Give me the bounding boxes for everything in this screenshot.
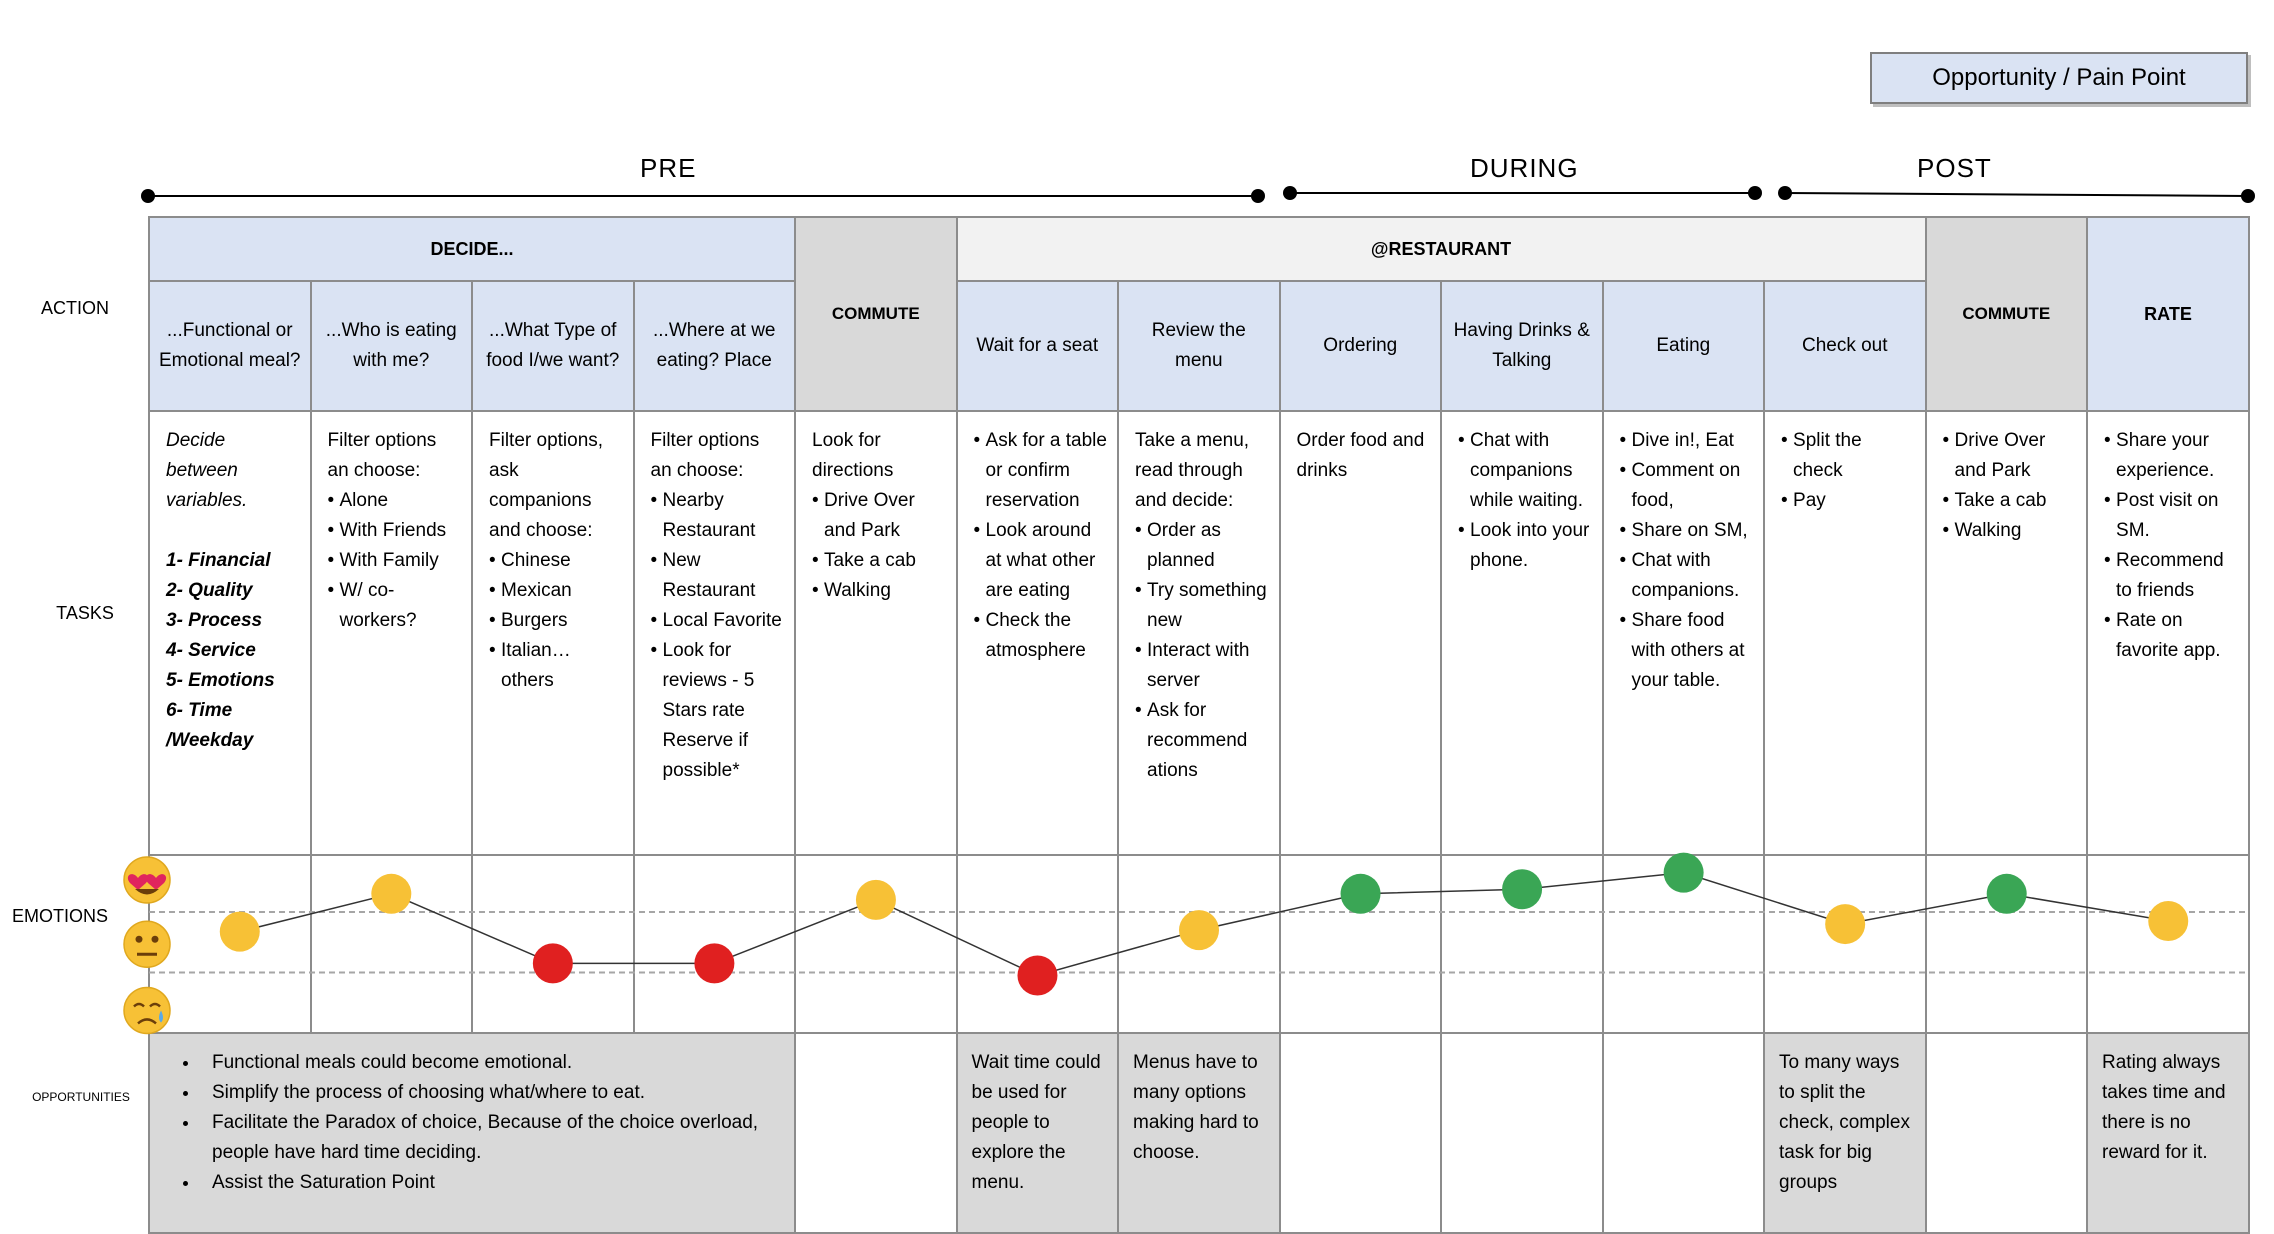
journey-table — [148, 216, 2250, 1234]
opportunities-row — [149, 1033, 2249, 1233]
emotion-cell — [1280, 855, 1442, 1033]
task-where-item: • Look for reviews - 5 Stars rate Reserve if possible* — [651, 636, 785, 786]
task-what-intro: Filter options, ask companions and choose: — [489, 430, 604, 541]
emotion-cell — [1118, 855, 1280, 1033]
opportunity-empty — [1926, 1033, 2088, 1233]
emotion-cell — [1603, 855, 1765, 1033]
closed-eye-icon — [134, 1004, 144, 1007]
task-review-item: • Try something new — [1135, 576, 1269, 636]
task-eating-item: • Comment on food, — [1620, 456, 1754, 516]
task-functional-item: 2- Quality — [166, 580, 253, 601]
task-wait — [957, 411, 1119, 855]
row-label-action: ACTION — [40, 298, 109, 318]
emotion-cell — [634, 855, 796, 1033]
task-what — [472, 411, 634, 855]
task-commute-post-item: • Take a cab — [1943, 486, 2077, 516]
task-eating — [1603, 411, 1765, 855]
task-checkout-item: • Pay — [1781, 486, 1915, 516]
opportunity-empty — [1441, 1033, 1603, 1233]
action-what: ...What Type of food I/we want? — [472, 281, 634, 411]
action-review: Review the menu — [1118, 281, 1280, 411]
action-drinks: Having Drinks & Talking — [1441, 281, 1603, 411]
emotion-cell — [2087, 855, 2249, 1033]
task-rate-item: • Share your experience. — [2104, 426, 2238, 486]
task-who-item: • W/ co-workers? — [328, 576, 462, 636]
task-where-item: • Local Favorite — [651, 606, 785, 636]
task-what-item: • Mexican — [489, 576, 623, 606]
task-commute-pre — [795, 411, 957, 855]
action-where: ...Where at we eating? Place — [634, 281, 796, 411]
heart-eye-icon — [128, 874, 148, 890]
task-review-item: • Order as planned — [1135, 516, 1269, 576]
task-where-intro: Filter options an choose: — [650, 430, 760, 481]
opportunity-empty — [1603, 1033, 1765, 1233]
task-commute-pre-intro: Look for directions — [812, 430, 894, 481]
task-commute-post-item: • Walking — [1943, 516, 2077, 546]
task-functional-item: 3- Process — [166, 610, 263, 631]
task-functional-item: 1- Financial — [166, 550, 271, 571]
emotion-cell — [311, 855, 473, 1033]
opportunity-review: Menus have to many options making hard to choose. — [1118, 1033, 1280, 1233]
action-ordering: Ordering — [1280, 281, 1442, 411]
task-where-item: • Nearby Restaurant — [651, 486, 785, 546]
task-review-intro: Take a menu, read through and decide: — [1135, 430, 1250, 511]
task-functional-item: 4- Service — [166, 640, 256, 661]
post-timeline-line — [1785, 193, 2248, 196]
group-commute-post: COMMUTE — [1926, 217, 2088, 411]
task-rate — [2087, 411, 2249, 855]
row-label-tasks: TASKS — [56, 603, 114, 623]
legend-label: Opportunity / Pain Point — [1932, 64, 2186, 91]
task-rate-item: • Post visit on SM. — [2104, 486, 2238, 546]
opportunity-checkout: To many ways to split the check, complex task for big groups — [1764, 1033, 1926, 1233]
post-end-dot — [2241, 189, 2255, 203]
task-who — [311, 411, 473, 855]
action-eating: Eating — [1603, 281, 1765, 411]
task-functional-intro: Decide between variables. — [166, 430, 248, 511]
action-checkout: Check out — [1764, 281, 1926, 411]
pre-start-dot — [141, 189, 155, 203]
row-label-emotions: EMOTIONS — [11, 906, 108, 926]
opportunity-empty — [795, 1033, 957, 1233]
task-eating-item: • Chat with companions. — [1620, 546, 1754, 606]
emotions-row — [149, 855, 2249, 1033]
task-wait-item: • Check the atmosphere — [974, 606, 1108, 666]
opportunity-decide-item: • Simplify the process of choosing what/where to eat. — [200, 1078, 784, 1108]
task-wait-item: • Ask for a table or confirm reservation — [974, 426, 1108, 516]
group-restaurant: @RESTAURANT — [957, 217, 1926, 281]
eye-icon — [136, 936, 143, 943]
task-drinks-item: • Look into your phone. — [1458, 516, 1592, 576]
task-functional-item: 6- Time /Weekday — [166, 700, 254, 751]
group-rate: RATE — [2087, 217, 2249, 411]
opportunity-decide-item: • Assist the Saturation Point — [200, 1168, 784, 1198]
action-wait: Wait for a seat — [957, 281, 1119, 411]
task-functional — [149, 411, 311, 855]
opportunity-rate: Rating always takes time and there is no reward for it. — [2087, 1033, 2249, 1233]
group-header-row — [149, 217, 2249, 281]
task-review-item: • Ask for recommend ations — [1135, 696, 1269, 786]
task-eating-item: • Share food with others at your table. — [1620, 606, 1754, 696]
emotion-cell — [1764, 855, 1926, 1033]
pre-end-dot — [1251, 189, 1265, 203]
task-commute-pre-item: • Take a cab — [812, 546, 946, 576]
group-commute-pre: COMMUTE — [795, 217, 957, 411]
row-label-opportunities: OPPORTUNITIES — [32, 1090, 130, 1104]
task-wait-item: • Look around at what other are eating — [974, 516, 1108, 606]
task-commute-post-item: • Drive Over and Park — [1943, 426, 2077, 486]
task-eating-item: • Share on SM, — [1620, 516, 1754, 546]
opportunity-wait: Wait time could be used for people to explore the menu. — [957, 1033, 1119, 1233]
phase-during-label: DURING — [1470, 153, 1579, 183]
task-ordering-intro: Order food and drinks — [1296, 430, 1425, 481]
task-what-item: • Burgers — [489, 606, 623, 636]
task-what-item: • Chinese — [489, 546, 623, 576]
opportunity-decide — [149, 1033, 795, 1233]
tasks-row — [149, 411, 2249, 855]
action-who: ...Who is eating with me? — [311, 281, 473, 411]
task-drinks-item: • Chat with companions while waiting. — [1458, 426, 1592, 516]
task-review-item: • Interact with server — [1135, 636, 1269, 696]
task-who-intro: Filter options an choose: — [327, 430, 437, 481]
opportunity-decide-item: • Facilitate the Paradox of choice, Because of the choice overload, people have hard time deciding. — [200, 1108, 784, 1168]
phase-timeline — [0, 0, 2274, 220]
phase-post-label: POST — [1917, 153, 1992, 183]
task-functional-item: 5- Emotions — [166, 670, 275, 691]
during-end-dot — [1748, 186, 1762, 200]
emotion-cell — [472, 855, 634, 1033]
post-start-dot — [1778, 186, 1792, 200]
task-ordering — [1280, 411, 1442, 855]
task-commute-pre-item: • Walking — [812, 576, 946, 606]
task-what-item: • Italian… others — [489, 636, 623, 696]
task-drinks — [1441, 411, 1603, 855]
emotion-cell — [1926, 855, 2088, 1033]
group-decide: DECIDE... — [149, 217, 795, 281]
emotion-cell — [957, 855, 1119, 1033]
task-who-item: • With Family — [328, 546, 462, 576]
task-where-item: • New Restaurant — [651, 546, 785, 606]
emotion-cell — [795, 855, 957, 1033]
task-commute-pre-item: • Drive Over and Park — [812, 486, 946, 546]
opportunity-decide-item: • Functional meals could become emotional. — [200, 1048, 784, 1078]
task-commute-post — [1926, 411, 2088, 855]
emotion-cell — [1441, 855, 1603, 1033]
task-where — [634, 411, 796, 855]
task-eating-item: • Dive in!, Eat — [1620, 426, 1754, 456]
action-functional: ...Functional or Emotional meal? — [149, 281, 311, 411]
opportunity-empty — [1280, 1033, 1442, 1233]
task-checkout-item: • Split the check — [1781, 426, 1915, 486]
task-who-item: • With Friends — [328, 516, 462, 546]
task-who-item: • Alone — [328, 486, 462, 516]
during-start-dot — [1283, 186, 1297, 200]
task-rate-item: • Recommend to friends — [2104, 546, 2238, 606]
task-checkout — [1764, 411, 1926, 855]
emotion-cell — [149, 855, 311, 1033]
task-review — [1118, 411, 1280, 855]
phase-pre-label: PRE — [640, 153, 697, 183]
task-rate-item: • Rate on favorite app. — [2104, 606, 2238, 666]
